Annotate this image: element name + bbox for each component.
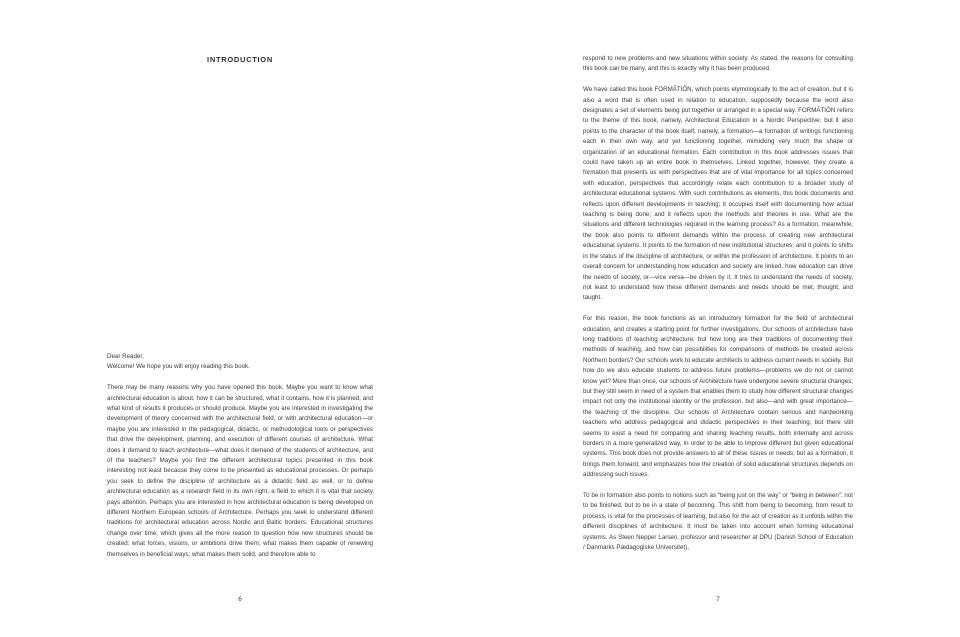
page-right: [583, 0, 853, 637]
salutation-line-1: Dear Reader,: [107, 353, 144, 360]
paragraph-formation: We have called this book FORMĀTIŌN, which points etymologically to the act of creation, but it is also a word that is often used in relation to education, supposedly because the word also designates a set of elements being put together or arranged in a special way. FORMĀTIŌN refers to the theme of this book, namely, Architectural Education in a Nordic Perspective; but it also points to the character of the book itself, namely, a formation—a formation of writings functioning each in their own way, and yet functioning together, mimicking very much the shape or organization of an educational formation. Each contribution in this book addresses issues that could have taken up an entire book in themselves. Linked together, however, they create a formation that presents us with perspectives that are of vital importance for all topics concerned with education, perspectives that accordingly relate each contribution to a broader study of architectural educational systems. With such contributions as elements, this book documents and reflects upon different developments in teaching; it occupies itself with documenting how actual teaching is being done; and it reflects upon the methods and theories in use. What are the situations and different technologies required in the learning process? As a formation, meanwhile, the book also points to different demands within the process of creating new architectural educational systems. It points to the formation of new institutional structures; and it points to shifts in the status of the discipline of architecture, or within the profession of architecture. It points to an overall concern for understanding how education and society are linked, how education can drive the needs of society, or—vice versa—be driven by it. It tries to understand the needs of society, not least to understand how these different demands and needs should be met, thought, and taught.: [583, 86, 853, 302]
salutation: [107, 352, 373, 373]
paragraph-reason: For this reason, the book functions as an introductory formation for the field of architectural education, and creates a starting point for further investigations. Our schools of architecture have long traditions of teaching architecture; but how long are their traditions of documenting their methods of teaching, and how can possibilities for comparisons of methods be created across Northern borders? Our schools work to educate architects to address current needs in society. But how do we also educate students to address future problems—problems we do not or cannot know yet? More than once, our schools of Architecture have undergone severe structural changes; but they still seem in need of a system that enables them to study how different structural changes impact not only the institutional identity or the profession, but also—and with great importance—the teaching of the discipline. Our schools of Architecture contain serious and hardworking teachers who address pedagogical and didactic perspectives in their teaching; but there still seems to exist a need for comparing and sharing teaching results, both internally and across borders in a more generalized way, in order to be able to improve different but given educational systems. This book does not provide answers to all of these issues or needs; but as a formation, it brings them forward, and emphasizes how the creation of solid educational structures depends on addressing such issues.: [583, 315, 853, 479]
salutation-line-2: Welcome! We hope you will enjoy reading this book.: [107, 363, 250, 371]
paragraph-in-formation: To be in formation also points to notions such as “being just on the way” or “being in between”: not to be finished, but to be in a state of becoming. This shift from being to becoming, from result to process, is vital for the processes of learning, but also for the act of creation as it unfolds within the different disciplines of architecture. It must be taken into account when forming educational systems. As Steen Nepper Larsen, professor and researcher at DPU (Danish School of Education / Danmarks Pædagogiske Universitet),: [583, 492, 853, 552]
left-text-column: [107, 352, 373, 560]
paragraph-reasons: There may be many reasons why you have opened this book. Maybe you want to know what architectural education is about, how it can be structured, what it contains, how it is planned, and what kind of results it produces or should produce. Maybe you are interested in investigating the development of theory concerned with the architectural field, or with architectural education—or maybe you are interested in the pedagogical, didactic, or methodological tools or perspectives that drive the development, planning, and execution of different courses of architecture. What does it demand to teach architecture—what does it demand of the students of architecture, and of the teachers? Maybe you find the different architectural topics presented in this book interesting not least because they come to be presented as educational processes. Or perhaps you seek to define the discipline of architecture as a didactic field as well, or to define architectural education as a research field in its own right, a field to which it is vital that society pays attention. Perhaps you are interested in how architectural education is being developed on different Northern European schools of Architecture. Perhaps you seek to understand different traditions for architectural education across Nordic and Baltic borders. Educational structures change over time, which gives all the more reason to question how new structures should be created: what forces, visions, or ambitions drive them; what makes them capable of renewing themselves in beneficial ways; what makes them solid, and therefore able to: [107, 384, 373, 558]
paragraph-continuation: respond to new problems and new situations within society. As stated, the reasons for consulting this book can be many, and this is exactly why it has been produced.: [583, 55, 853, 73]
page-left: [107, 0, 373, 637]
page-number-left: 6: [238, 596, 242, 603]
right-text-column: [583, 54, 853, 553]
page-number-right: 7: [716, 596, 720, 603]
chapter-heading: INTRODUCTION: [207, 55, 273, 64]
